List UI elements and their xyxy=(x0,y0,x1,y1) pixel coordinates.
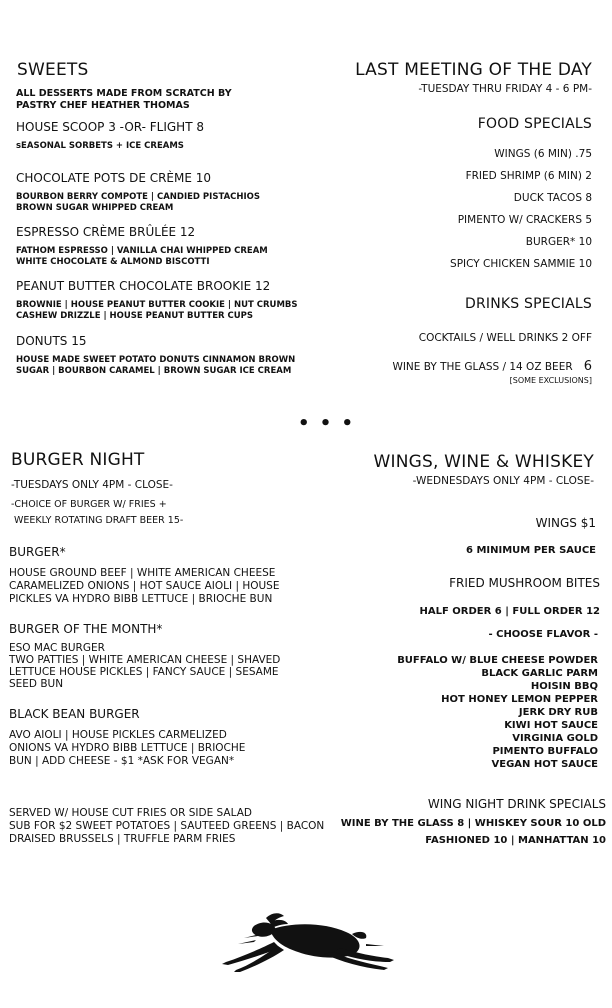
burger-desc: TWO PATTIES | WHITE AMERICAN CHEESE | SHAVED xyxy=(9,654,281,666)
flavor-item: BLACK GARLIC PARM xyxy=(481,668,598,679)
sweets-intro-2: PASTRY CHEF HEATHER THOMAS xyxy=(16,100,190,111)
wings-minimum: 6 MINIMUM PER SAUCE xyxy=(466,545,596,556)
food-specials-title: FOOD SPECIALS xyxy=(477,116,592,132)
drink-special-row xyxy=(392,355,592,374)
flavor-item: HOISIN BBQ xyxy=(530,681,598,692)
burger-desc: ESO MAC BURGER xyxy=(9,642,105,654)
flavor-item: HOT HONEY LEMON PEPPER xyxy=(441,694,598,705)
food-special-item: WINGS (6 MIN) .75 xyxy=(494,148,592,160)
sweet-item-desc: HOUSE MADE SWEET POTATO DONUTS CINNAMON BROWN xyxy=(16,355,296,365)
wing-night-drinks: WINE BY THE GLASS 8 | WHISKEY SOUR 10 OLD xyxy=(340,818,606,829)
drink-special-item: WINE BY THE GLASS / 14 OZ BEER xyxy=(392,361,573,373)
food-special-item: BURGER* 10 xyxy=(525,236,592,248)
sweets-title: SWEETS xyxy=(17,60,89,80)
sweets-intro-1: ALL DESSERTS MADE FROM SCRATCH BY xyxy=(16,88,232,99)
food-special-item: SPICY CHICKEN SAMMIE 10 xyxy=(450,258,592,270)
burger-desc: AVO AIOLI | HOUSE PICKLES CARMELIZED xyxy=(9,729,227,741)
burger-desc: BUN | ADD CHEESE - $1 *ASK FOR VEGAN* xyxy=(9,755,235,767)
exclusions-note: [SOME EXCLUSIONS] xyxy=(509,376,592,385)
sweet-item-desc: BROWNIE | HOUSE PEANUT BUTTER COOKIE | NUT CRUMBS xyxy=(16,300,298,310)
wings-price: WINGS $1 xyxy=(535,516,596,530)
wing-night-drinks: FASHIONED 10 | MANHATTAN 10 xyxy=(425,835,606,846)
sweet-item-name: PEANUT BUTTER CHOCOLATE BROOKIE 12 xyxy=(16,279,271,293)
rabbit-logo-icon xyxy=(214,908,398,976)
flavor-item: JERK DRY RUB xyxy=(518,707,598,718)
food-special-item: PIMENTO W/ CRACKERS 5 xyxy=(457,214,592,226)
burger-night-offer: WEEKLY ROTATING DRAFT BEER 15- xyxy=(14,515,184,526)
lastmeeting-subtitle: -TUESDAY THRU FRIDAY 4 - 6 PM- xyxy=(418,83,592,95)
burger-desc: CARAMELIZED ONIONS | HOT SAUCE AIOLI | HOUSE xyxy=(9,580,280,592)
burger-desc: ONIONS VA HYDRO BIBB LETTUCE | BRIOCHE xyxy=(9,742,246,754)
flavor-item: VEGAN HOT SAUCE xyxy=(491,759,598,770)
mushroom-title: FRIED MUSHROOM BITES xyxy=(449,576,600,590)
burger-night-hours: -TUESDAYS ONLY 4PM - CLOSE- xyxy=(11,479,173,491)
food-special-item: DUCK TACOS 8 xyxy=(513,192,592,204)
sweet-item-desc: BOURBON BERRY COMPOTE | CANDIED PISTACHIOS xyxy=(16,192,261,202)
section-divider: • • • xyxy=(298,413,356,434)
drink-special-price: 6 xyxy=(583,359,592,374)
sides-info: DRAISED BRUSSELS | TRUFFLE PARM FRIES xyxy=(9,833,236,845)
wing-night-drinks-title: WING NIGHT DRINK SPECIALS xyxy=(427,797,606,811)
sweet-item-desc: sEASONAL SORBETS + ICE CREAMS xyxy=(16,141,184,151)
burger-desc: PICKLES VA HYDRO BIBB LETTUCE | BRIOCHE BUN xyxy=(9,593,273,605)
sides-info: SERVED W/ HOUSE CUT FRIES OR SIDE SALAD xyxy=(9,807,252,819)
drinks-specials-title: DRINKS SPECIALS xyxy=(465,296,592,312)
burger-night-offer: -CHOICE OF BURGER W/ FRIES + xyxy=(11,499,167,510)
sweet-item-desc: BROWN SUGAR WHIPPED CREAM xyxy=(16,203,174,213)
drink-special-item: COCKTAILS / WELL DRINKS 2 OFF xyxy=(418,332,592,344)
flavor-item: VIRGINIA GOLD xyxy=(512,733,598,744)
flavor-item: KIWI HOT SAUCE xyxy=(504,720,598,731)
sweet-item-name: HOUSE SCOOP 3 -OR- FLIGHT 8 xyxy=(16,120,204,134)
burger-desc: LETTUCE HOUSE PICKLES | FANCY SAUCE | SESAME xyxy=(9,666,279,678)
sides-info: SUB FOR $2 SWEET POTATOES | SAUTEED GREENS | BACON xyxy=(9,820,325,832)
burger-title: BURGER* xyxy=(9,545,66,559)
sweet-item-desc: SUGAR | BOURBON CARAMEL | BROWN SUGAR ICE CREAM xyxy=(16,366,292,376)
wings-hours: -WEDNESDAYS ONLY 4PM - CLOSE- xyxy=(412,475,594,487)
flavor-item: BUFFALO W/ BLUE CHEESE POWDER xyxy=(397,655,598,666)
burger-desc: HOUSE GROUND BEEF | WHITE AMERICAN CHEESE xyxy=(9,567,276,579)
choose-flavor: - CHOOSE FLAVOR - xyxy=(488,629,598,640)
wings-title: WINGS, WINE & WHISKEY xyxy=(373,452,594,472)
burger-night-title: BURGER NIGHT xyxy=(11,450,145,470)
sweet-item-name: ESPRESSO CRÈME BRÛLÉE 12 xyxy=(16,225,196,239)
mushroom-price: HALF ORDER 6 | FULL ORDER 12 xyxy=(419,606,600,617)
sweet-item-desc: FATHOM ESPRESSO | VANILLA CHAI WHIPPED CREAM xyxy=(16,246,268,256)
sweet-item-name: DONUTS 15 xyxy=(16,334,87,348)
burger-of-month-title: BURGER OF THE MONTH* xyxy=(9,622,163,636)
black-bean-burger-title: BLACK BEAN BURGER xyxy=(9,707,140,721)
sweet-item-name: CHOCOLATE POTS DE CRÈME 10 xyxy=(16,171,212,185)
sweet-item-desc: CASHEW DRIZZLE | HOUSE PEANUT BUTTER CUPS xyxy=(16,311,254,321)
burger-desc: SEED BUN xyxy=(9,678,64,690)
sweet-item-desc: WHITE CHOCOLATE & ALMOND BISCOTTI xyxy=(16,257,210,267)
lastmeeting-title: LAST MEETING OF THE DAY xyxy=(355,60,592,80)
food-special-item: FRIED SHRIMP (6 MIN) 2 xyxy=(465,170,592,182)
flavor-item: PIMENTO BUFFALO xyxy=(492,746,598,757)
